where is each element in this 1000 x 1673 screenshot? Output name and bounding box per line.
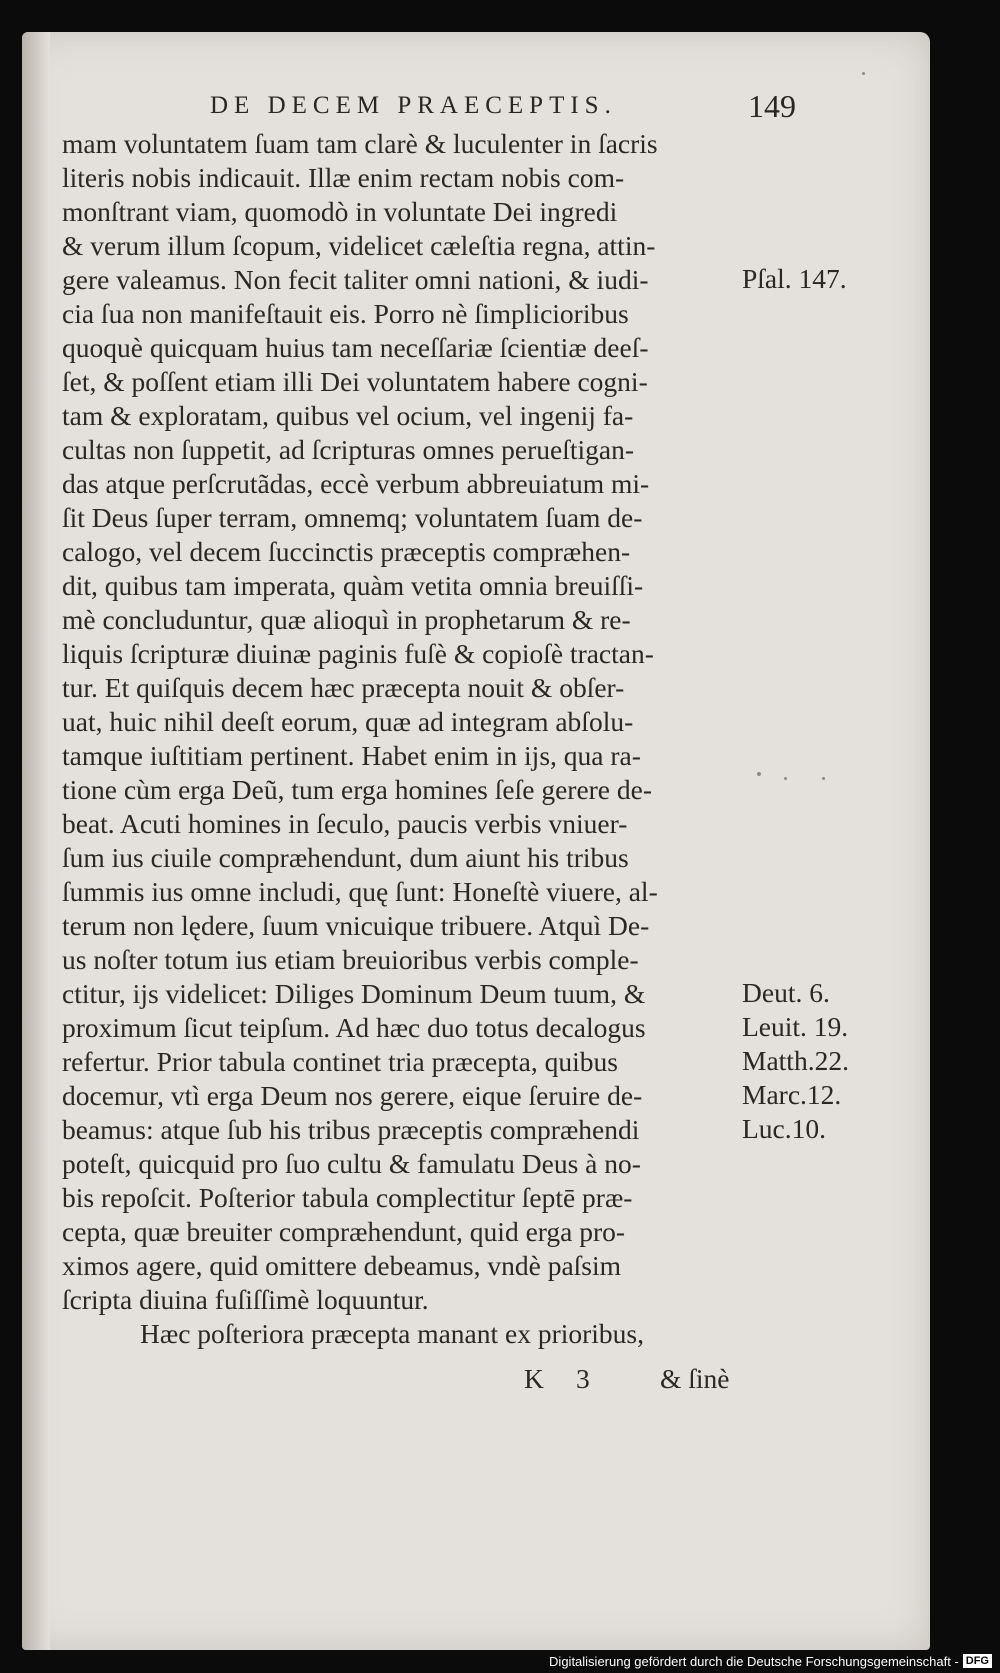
signature-number: 3 [576, 1363, 590, 1394]
text-line: docemur, vtì erga Deum nos gerere, eique ſeruire de- [62, 1080, 643, 1111]
running-head: DE DECEM PRAECEPTIS. [210, 92, 617, 119]
page-edge-shadow [22, 32, 50, 1650]
text-line: ctitur, ijs videlicet: Diliges Dominum Deum tuum, & [62, 978, 646, 1009]
text-line: terum non lędere, ſuum vnicuique tribuere. Atquì De- [62, 910, 650, 941]
text-line: & verum illum ſcopum, videlicet cæleſtia regna, attin- [62, 230, 656, 261]
text-line: refertur. Prior tabula continet tria præcepta, quibus [62, 1046, 618, 1077]
margin-note-deuteronomy: Deut. 6. [742, 977, 830, 1008]
body-text [62, 127, 747, 1351]
text-line: dit, quibus tam imperata, quàm vetita omnia breuiſſi- [62, 570, 644, 601]
page-number: 149 [748, 88, 796, 124]
text-line: ſet, & poſſent etiam illi Dei voluntatem habere cogni- [62, 366, 648, 397]
text-line: das atque perſcrutãdas, eccè verbum abbreuiatum mi- [62, 468, 650, 499]
margin-note-psalm: Pſal. 147. [742, 263, 847, 294]
catchword: & ſinè [660, 1363, 730, 1394]
text-line: poteſt, quicquid pro ſuo cultu & famulatu Deus à no- [62, 1148, 641, 1179]
text-line: mè concluduntur, quæ alioquì in prophetarum & re- [62, 604, 631, 635]
text-line: ſit Deus ſuper terram, omnemq; voluntatem ſuam de- [62, 502, 643, 533]
text-line: beat. Acuti homines in ſeculo, paucis verbis vniuer- [62, 808, 628, 839]
ink-speck [822, 777, 825, 780]
text-line: gere valeamus. Non fecit taliter omni nationi, & iudi- [62, 264, 649, 295]
margin-note-leviticus: Leuit. 19. [742, 1011, 849, 1042]
ink-speck [757, 772, 761, 776]
text-line: cia ſua non manifeſtauit eis. Porro nè ſimplicioribus [62, 298, 629, 329]
margin-note-mark: Marc.12. [742, 1079, 842, 1110]
text-line: tione cùm erga Deũ, tum erga homines ſeſe gerere de- [62, 774, 653, 805]
margin-note-luke: Luc.10. [742, 1113, 827, 1144]
text-line: cepta, quæ breuiter compræhendunt, quid erga pro- [62, 1216, 626, 1247]
text-line: proximum ſicut teipſum. Ad hæc duo totus decalogus [62, 1012, 646, 1043]
signature-mark: K [524, 1363, 544, 1394]
text-line: monſtrant viam, quomodò in voluntate Dei ingredi [62, 196, 618, 227]
text-line: ſum ius ciuile compræhendunt, dum aiunt his tribus [62, 842, 629, 873]
text-line: bis repoſcit. Poſterior tabula complectitur ſeptē præ- [62, 1182, 633, 1213]
text-line: literis nobis indicauit. Illæ enim rectam nobis com- [62, 162, 625, 193]
text-line: tam & exploratam, quibus vel ocium, vel ingenij fa- [62, 400, 634, 431]
digitization-footer [549, 1651, 992, 1671]
text-line: calogo, vel decem ſuccinctis præceptis compræhen- [62, 536, 631, 567]
text-line: ſummis ius omne includi, quę ſunt: Honeſtè viuere, al- [62, 876, 658, 907]
text-line: tamque iuſtitiam pertinent. Habet enim in ijs, qua ra- [62, 740, 641, 771]
text-line: Hæc poſteriora præcepta manant ex prioribus, [140, 1318, 645, 1349]
text-line: uat, huic nihil deeſt eorum, quæ ad integram abſolu- [62, 706, 634, 737]
dfg-logo: DFG [963, 1654, 992, 1668]
text-line: beamus: atque ſub his tribus præceptis compræhendi [62, 1114, 640, 1145]
ink-speck [784, 777, 787, 780]
text-line: liquis ſcripturæ diuinæ paginis fuſè & copioſè tractan- [62, 638, 654, 669]
text-line: quoquè quicquam huius tam neceſſariæ ſcientiæ deeſ- [62, 332, 649, 363]
footer-credit: Digitalisierung gefördert durch die Deutsche Forschungsgemeinschaft - [549, 1653, 959, 1669]
text-line: ſcripta diuina fuſiſſimè loquuntur. [62, 1284, 429, 1315]
ink-speck [862, 72, 865, 75]
text-line: tur. Et quiſquis decem hæc præcepta nouit & obſer- [62, 672, 625, 703]
text-line: mam voluntatem ſuam tam clarè & luculenter in ſacris [62, 128, 658, 159]
text-line: ximos agere, quid omittere debeamus, vndè paſsim [62, 1250, 622, 1281]
text-line: us noſter totum ius etiam breuioribus verbis comple- [62, 944, 639, 975]
margin-note-matthew: Matth.22. [742, 1045, 849, 1076]
text-line: cultas non ſuppetit, ad ſcripturas omnes perueſtigan- [62, 434, 634, 465]
